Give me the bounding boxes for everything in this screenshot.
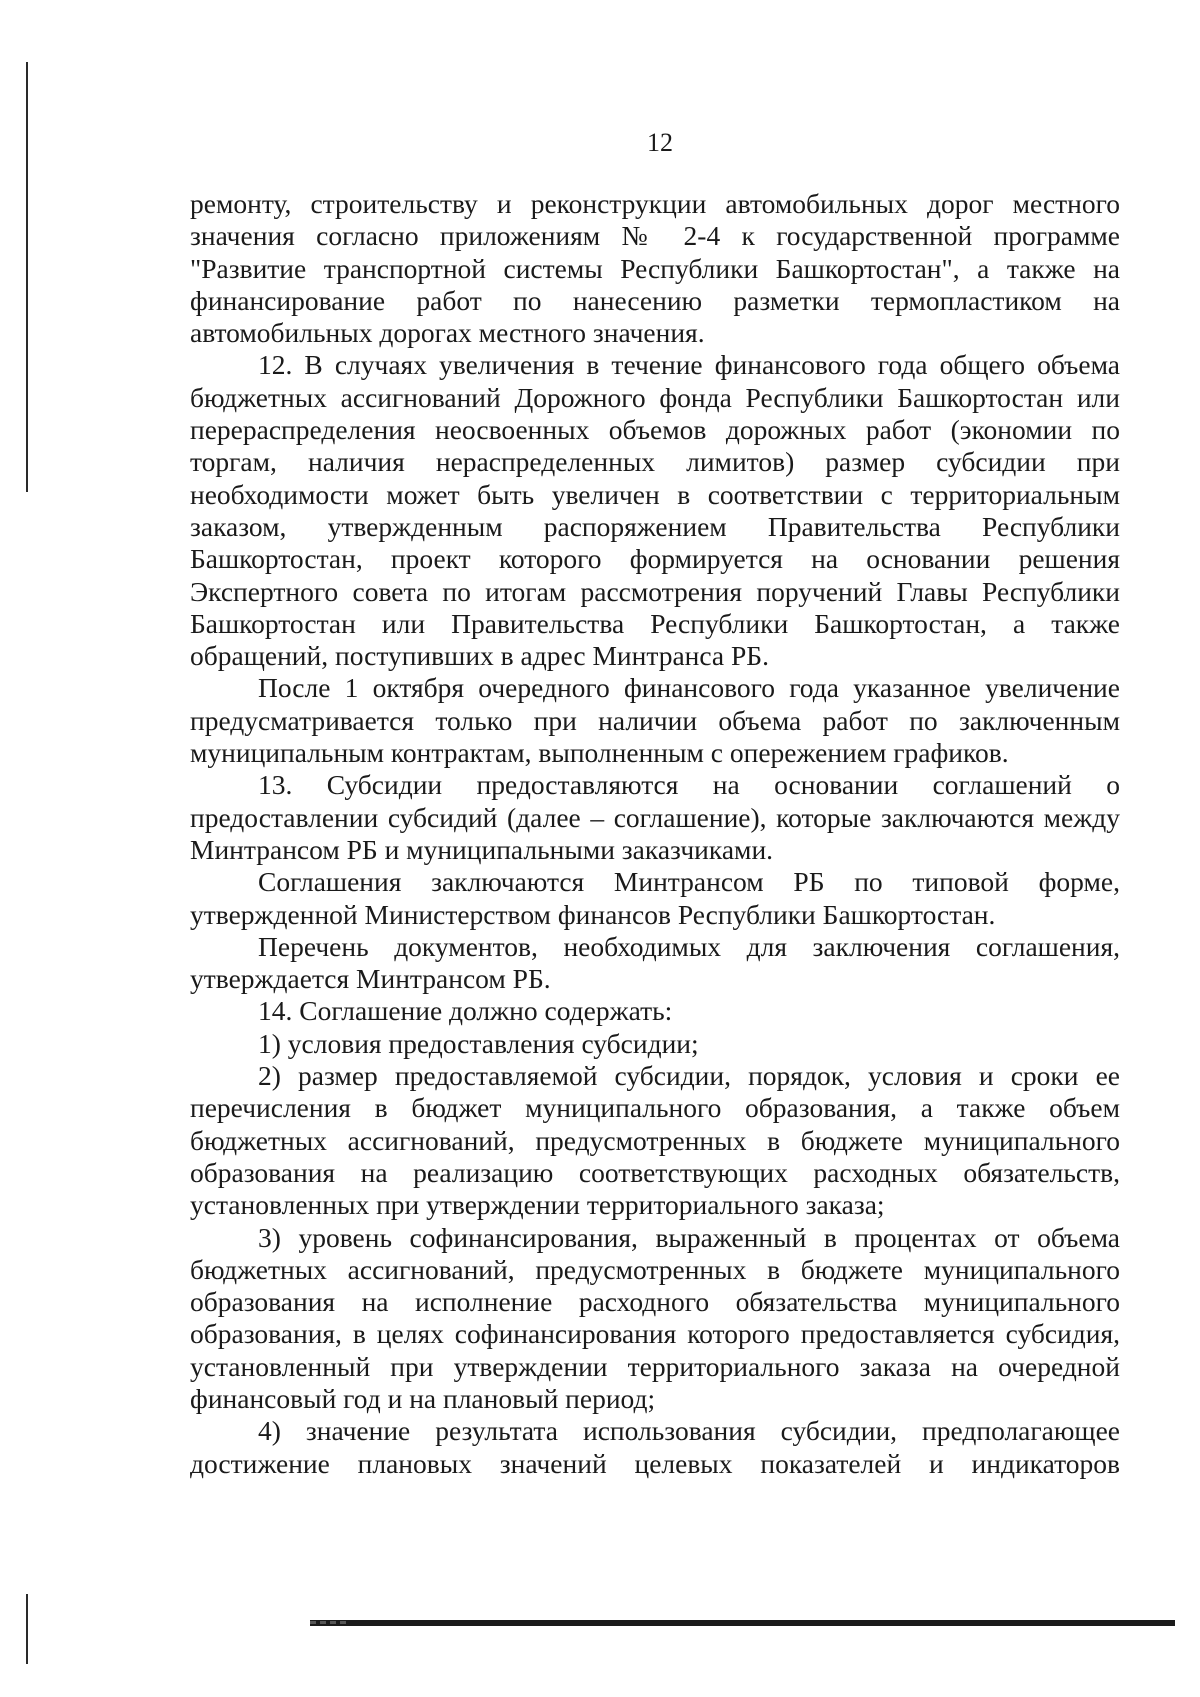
paragraph: 14. Соглашение должно содержать: [258,995,673,1027]
paragraph: 1) условия предоставления субсидии; [258,1027,699,1059]
document-body [190,188,1120,1480]
scan-bottom-line [310,1620,1175,1626]
scan-edge-mark [26,1594,28,1664]
paragraph: 4) значение результата использования субсидии, предполагающее достижение плановых значений целевых показателей и индикаторов [190,1415,1120,1479]
paragraph: 13. Субсидии предоставляются на основании соглашений о предоставлении субсидий (далее – соглашение), которые заключаются между Минтрансом РБ и муниципальными заказчиками. [190,769,1120,865]
page-number: 12 [647,128,673,157]
paragraph: 3) уровень софинансирования, выраженный в процентах от объема бюджетных ассигнований, предусмотренных в бюджете муниципального образования на исполнение расходного обязательства муниципального образования, в целях софинансирования которого предоставляется субсидия, установленный при утверждении территориального заказа на очередной финансовый год и на плановый период; [190,1221,1120,1414]
paragraph: 12. В случаях увеличения в течение финансового года общего объема бюджетных ассигнований Дорожного фонда Республики Башкортостан или перераспределения неосвоенных объемов дорожных работ (экономии по торгам, наличия нераспределенных лимитов) размер субсидии при необходимости может быть увеличен в соответствии с территориальным заказом, утвержденным распоряжением Правительства Республики Башкортостан, проект которого формируется на основании решения Экспертного совета по итогам рассмотрения поручений Главы Республики Башкортостан или Правительства Республики Башкортостан, а также обращений, поступивших в адрес Минтранса РБ. [190,349,1120,672]
paragraph: 2) размер предоставляемой субсидии, порядок, условия и сроки ее перечисления в бюджет муниципального образования, а также объем бюджетных ассигнований, предусмотренных в бюджете муниципального образования на реализацию соответствующих расходных обязательств, установленных при утверждении территориального заказа; [190,1060,1120,1221]
paragraph: ремонту, строительству и реконструкции автомобильных дорог местного значения согласно приложениям № 2-4 к государственной программе "Развитие транспортной системы Республики Башкортостан", а также на финансирование работ по нанесению разметки термопластиком на автомобильных дорогах местного значения. [190,188,1120,349]
scan-bottom-line [310,1621,350,1624]
scan-edge-mark [26,62,28,492]
paragraph: Перечень документов, необходимых для заключения соглашения, утверждается Минтрансом РБ. [190,930,1120,995]
paragraph: Соглашения заключаются Минтрансом РБ по типовой форме, утвержденной Министерством финансов Республики Башкортостан. [190,866,1120,930]
paragraph: После 1 октября очередного финансового года указанное увеличение предусматривается только при наличии объема работ по заключенным муниципальным контрактам, выполненным с опережением графиков. [190,672,1120,769]
